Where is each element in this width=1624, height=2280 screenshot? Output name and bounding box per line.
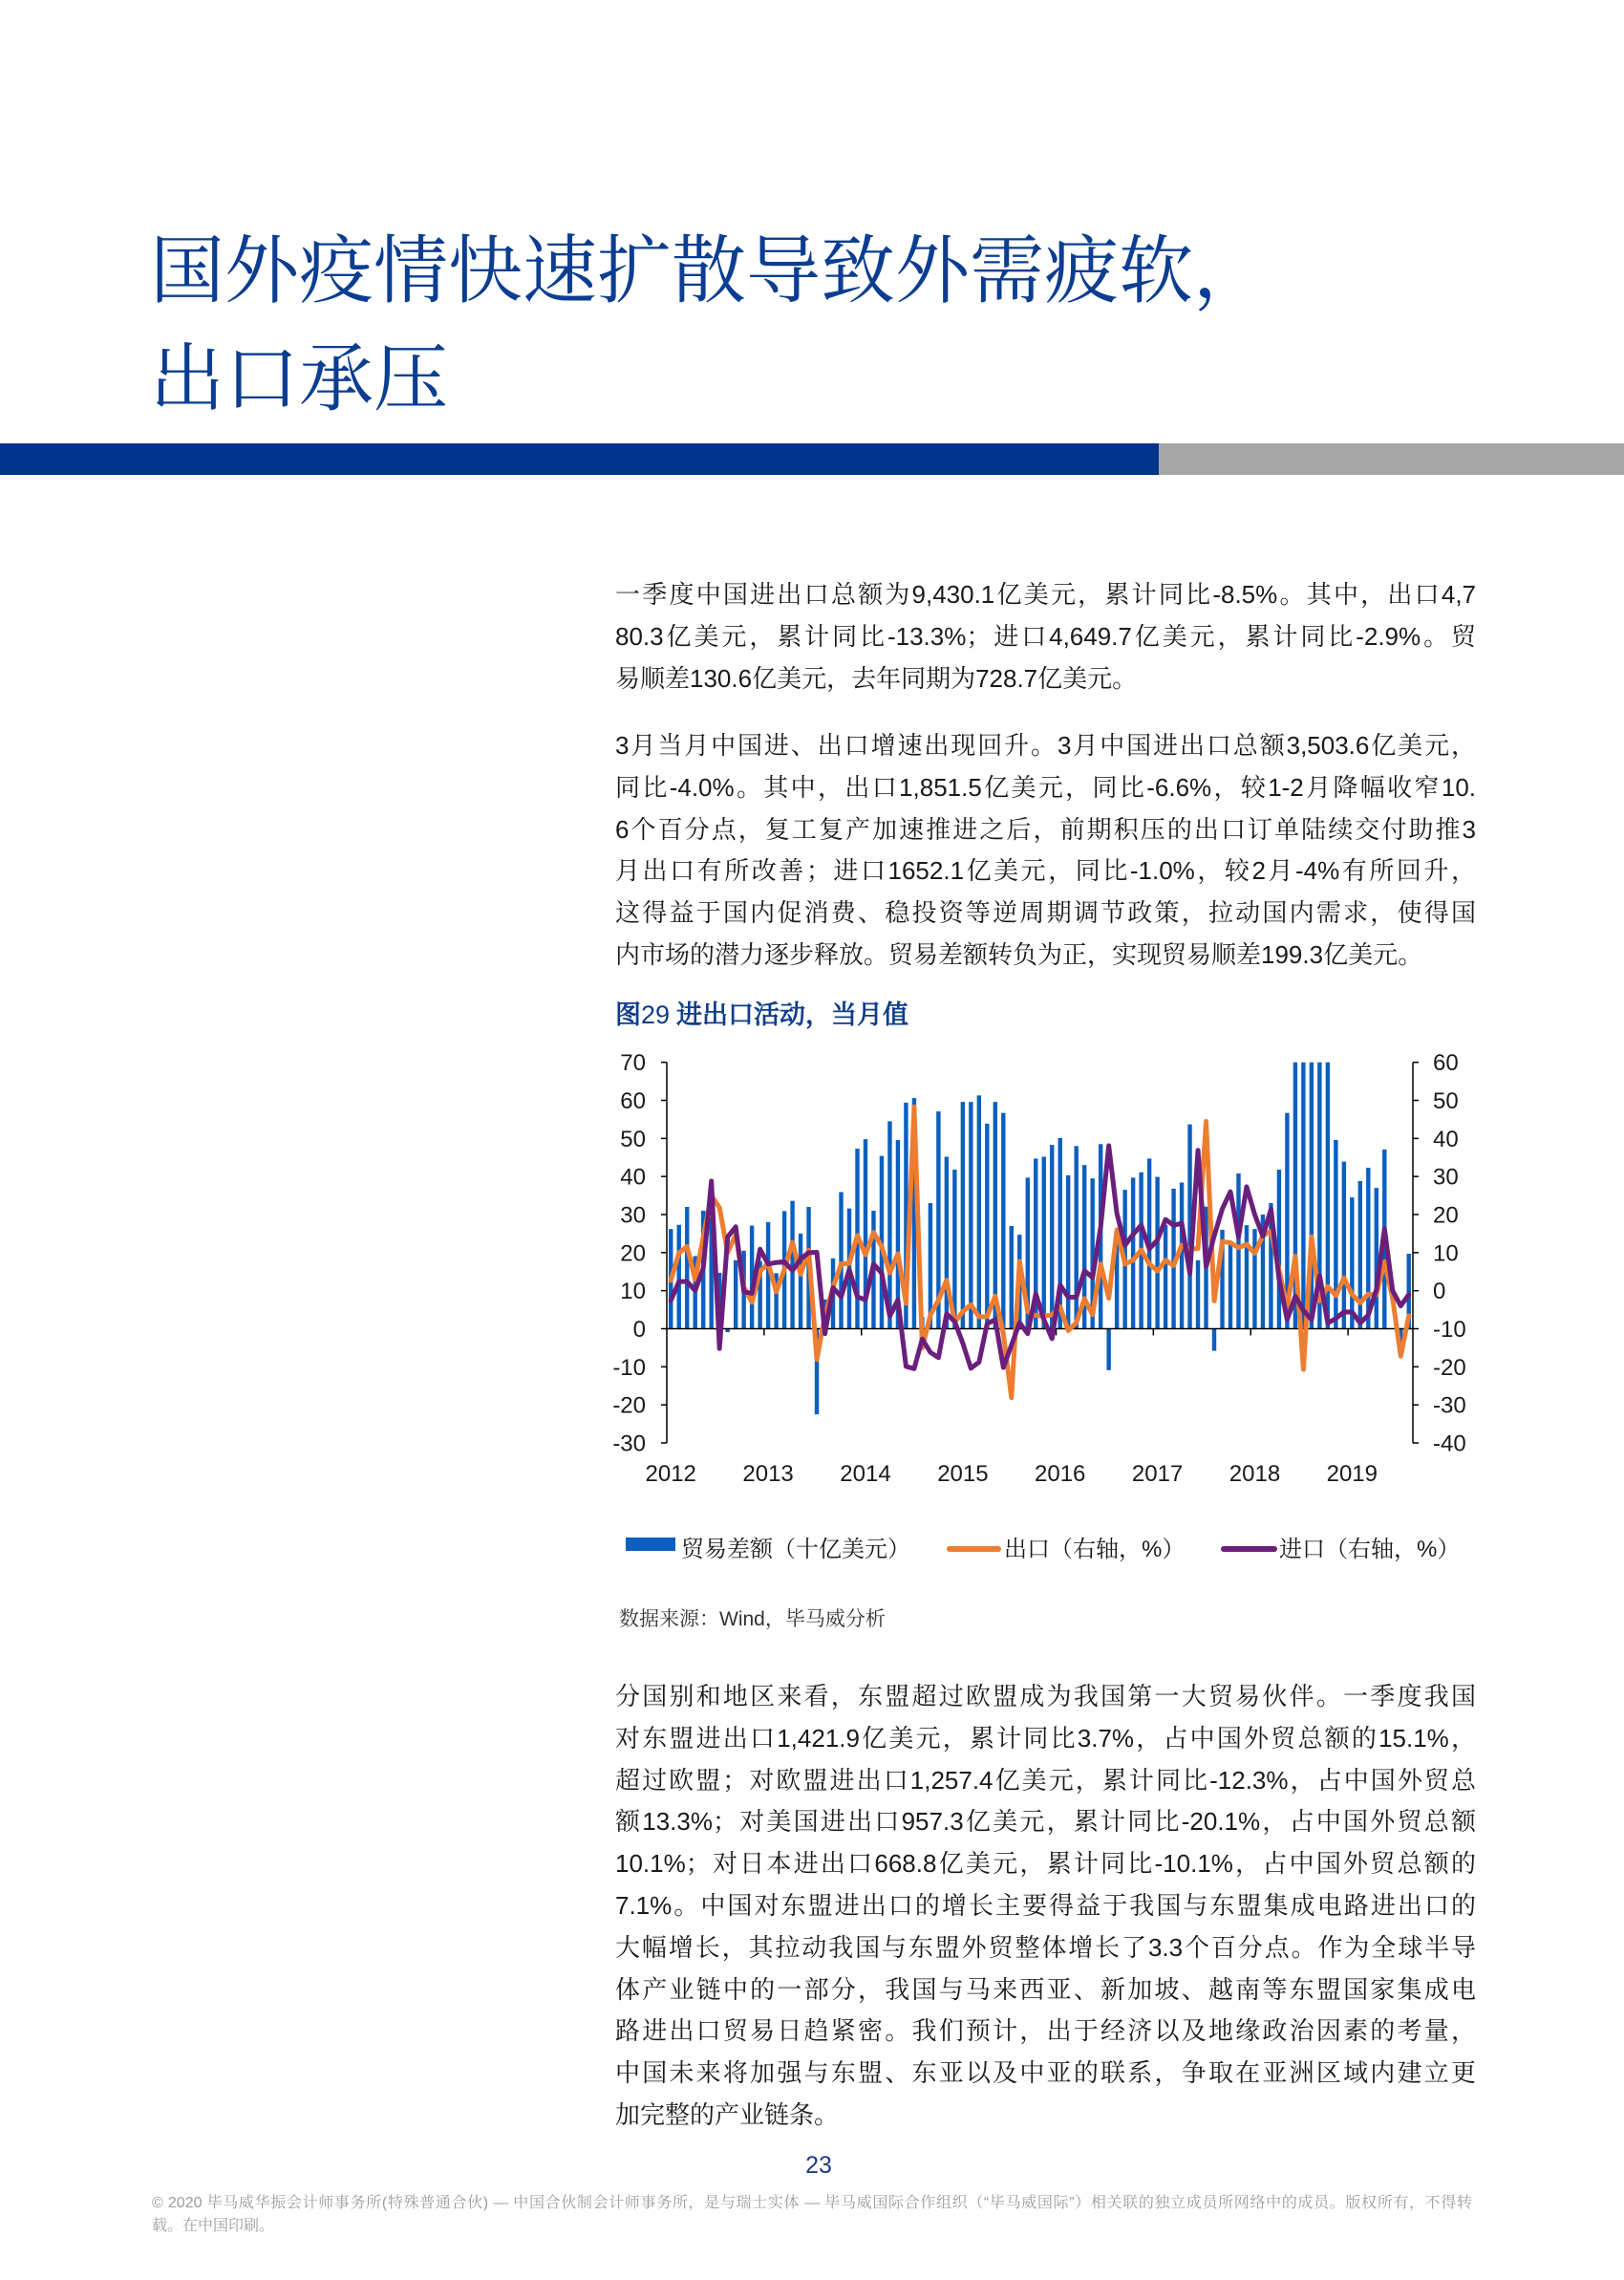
bar-2018-06: [1236, 1173, 1240, 1329]
paragraph-line: 3月当月中国进、出口增速出现回升。3月中国进出口总额3,503.6亿美元，: [615, 731, 1476, 760]
paragraph-q1-trade-summary: [615, 574, 1476, 699]
exports-yoy-line: [671, 1107, 1409, 1397]
x-axis-label: 2013: [742, 1461, 794, 1487]
bar-2019-08: [1350, 1197, 1354, 1328]
bar-2018-08: [1252, 1229, 1256, 1328]
bar-2017-09: [1164, 1225, 1167, 1329]
paragraph-regional-trade: [615, 1676, 1476, 2137]
x-axis-label: 2012: [645, 1461, 696, 1487]
bar-2018-07: [1245, 1225, 1249, 1328]
header-band-blue: [0, 443, 1159, 475]
x-axis-label: 2015: [937, 1461, 989, 1487]
page-number: 23: [805, 2152, 832, 2179]
right-axis-label: 20: [1433, 1202, 1459, 1229]
paragraph-line: 体产业链中的一部分，我国与马来西亚、新加坡、越南等东盟国家集成电: [615, 1974, 1476, 2004]
figure-title: [615, 998, 908, 1032]
paragraph-line: 中国未来将加强与东盟、东亚以及中亚的联系，争取在亚洲区域内建立更: [615, 2058, 1476, 2088]
right-axis-label: -40: [1433, 1430, 1466, 1457]
paragraph-line: 路进出口贸易日趋紧密。我们预计，出于经济以及地缘政治因素的考量，: [615, 2016, 1476, 2046]
bar-2015-09: [969, 1102, 972, 1328]
bar-2015-10: [977, 1095, 981, 1328]
paragraph-line: 6个百分点，复工复产加速推进之后，前期积压的出口订单陆续交付助推3: [615, 814, 1476, 844]
page-title-line-1: 国外疫情快速扩散导致外需疲软，: [150, 228, 1269, 312]
x-axis-label: 2016: [1035, 1461, 1086, 1487]
paragraph-line: 同比-4.0%。其中，出口1,851.5亿美元，同比-6.6%，较1-2月降幅收窄10.: [615, 772, 1476, 802]
x-axis-label: 2019: [1326, 1461, 1378, 1487]
copyright-footer: [152, 2192, 1472, 2238]
bar-2012-10: [685, 1207, 689, 1328]
bar-2016-02: [1010, 1226, 1014, 1329]
bar-2015-06: [945, 1156, 949, 1328]
imports-yoy-line: [671, 1146, 1409, 1368]
paragraph-line: 超过欧盟；对欧盟进出口1,257.4亿美元，累计同比-12.3%，占中国外贸总: [615, 1765, 1476, 1795]
left-axis-label: 50: [620, 1126, 646, 1152]
paragraph-line: 大幅增长，其拉动我国与东盟外贸整体增长了3.3个百分点。作为全球半导: [615, 1932, 1476, 1962]
bar-2013-04: [734, 1260, 737, 1329]
bar-2019-07: [1342, 1162, 1346, 1329]
bar-2019-11: [1375, 1188, 1378, 1328]
paragraph-line: 额13.3%；对美国进出口957.3亿美元，累计同比-20.1%，占中国外贸总额: [615, 1807, 1476, 1837]
trade-activity-chart: [573, 1042, 1509, 1500]
right-axis-label: 40: [1433, 1126, 1459, 1152]
bar-2019-09: [1358, 1181, 1362, 1329]
figure-label: 图: [615, 1000, 641, 1029]
x-axis-label: 2018: [1229, 1461, 1281, 1487]
left-axis-label: 40: [620, 1164, 646, 1191]
left-axis-label: 20: [620, 1240, 646, 1267]
legend-exports-line-swatch: [947, 1546, 1001, 1552]
paragraph-line: 对东盟进出口1,421.9亿美元，累计同比3.7%，占中国外贸总额的15.1%，: [615, 1723, 1476, 1753]
left-axis-label: 70: [620, 1050, 646, 1077]
legend-trade-balance-label: 贸易差额（十亿美元）: [681, 1537, 910, 1562]
bar-2018-01: [1196, 1260, 1200, 1329]
bar-2015-08: [961, 1102, 965, 1328]
bar-2019-06: [1334, 1140, 1337, 1329]
right-axis-label: 10: [1433, 1240, 1459, 1267]
left-axis-label: -20: [612, 1392, 646, 1419]
right-axis-label: 50: [1433, 1088, 1459, 1114]
figure-title-text: 进出口活动，当月值: [676, 1000, 909, 1029]
right-axis-label: -30: [1433, 1392, 1466, 1419]
legend-imports-line-swatch: [1221, 1546, 1277, 1552]
bar-2017-08: [1155, 1177, 1159, 1329]
right-axis-label: 0: [1433, 1279, 1446, 1305]
bar-2016-06: [1042, 1156, 1046, 1328]
figure-number: 29: [641, 1000, 671, 1029]
bar-2016-07: [1050, 1145, 1054, 1328]
left-axis-label: 10: [620, 1279, 646, 1305]
bar-2013-12: [799, 1234, 802, 1329]
legend-trade-balance-swatch: [626, 1538, 675, 1551]
right-axis-label: -10: [1433, 1317, 1466, 1343]
paragraph-line: 80.3亿美元，累计同比-13.3%；进口4,649.7亿美元，累计同比-2.9%。贸: [615, 621, 1476, 651]
paragraph-march-trade: [615, 725, 1476, 977]
x-axis-label: 2014: [840, 1461, 891, 1487]
paragraph-line: 分国别和地区来看，东盟超过欧盟成为我国第一大贸易伙伴。一季度我国: [615, 1682, 1476, 1710]
paragraph-line: 加完整的产业链条。: [615, 2099, 840, 2129]
right-axis-label: -20: [1433, 1354, 1466, 1381]
figure-source: 数据来源：Wind，毕马威分析: [619, 1608, 886, 1630]
bar-2016-01: [1001, 1113, 1005, 1329]
bar-2016-09: [1066, 1175, 1070, 1329]
bar-2014-05: [839, 1193, 843, 1329]
right-axis-label: 30: [1433, 1164, 1459, 1191]
bar-2015-11: [985, 1124, 989, 1329]
left-axis-label: -30: [612, 1430, 646, 1457]
bar-2019-02: [1301, 1063, 1305, 1329]
paragraph-line: 一季度中国进出口总额为9,430.1亿美元，累计同比-8.5%。其中，出口4,7: [615, 580, 1476, 609]
bar-2017-05: [1131, 1177, 1135, 1328]
paragraph-line: 月出口有所改善；进口1652.1亿美元，同比-1.0%，较2月-4%有所回升，: [615, 856, 1476, 886]
paragraph-line: 7.1%。中国对东盟进出口的增长主要得益于我国与东盟集成电路进出口的: [615, 1890, 1476, 1920]
yoy-lines: [671, 1107, 1409, 1397]
bar-2016-10: [1074, 1146, 1078, 1328]
left-axis-label: 60: [620, 1088, 646, 1114]
bar-2017-11: [1180, 1183, 1184, 1329]
bar-2012-09: [677, 1225, 681, 1329]
footer-line: © 2020 毕马威华振会计师事务所(特殊普通合伙) — 中国合伙制会计师事务所，是与瑞士实体 — 毕马威国际合作组织（“毕马威国际”）相关联的独立成员所网络中的成员。版权所有，不得转: [152, 2195, 1472, 2211]
bar-2018-05: [1229, 1241, 1232, 1329]
footer-line: 载。在中国印刷。: [152, 2218, 275, 2234]
x-axis-label: 2017: [1131, 1461, 1184, 1487]
left-axis-label: 0: [632, 1317, 646, 1343]
header-band-gray: [1159, 443, 1624, 475]
right-axis-label: 60: [1433, 1050, 1459, 1077]
paragraph-line: 10.1%；对日本进出口668.8亿美元，累计同比-10.1%，占中国外贸总额的: [615, 1849, 1476, 1879]
legend-imports-label: 进口（右轴，%）: [1279, 1537, 1461, 1562]
legend-exports-label: 出口（右轴，%）: [1004, 1537, 1186, 1562]
paragraph-line: 内市场的潜力逐步释放。贸易差额转负为正，实现贸易顺差199.3亿美元。: [615, 939, 1423, 969]
page-title-line-2: 出口承压: [150, 336, 449, 420]
bar-2018-03: [1212, 1329, 1216, 1351]
trade-balance-bars: [669, 1063, 1411, 1414]
left-axis-label: -10: [612, 1354, 646, 1381]
paragraph-line: 这得益于国内促消费、稳投资等逆周期调节政策，拉动国内需求，使得国: [615, 898, 1476, 928]
left-axis-label: 30: [620, 1202, 646, 1229]
paragraph-line: 易顺差130.6亿美元，去年同期为728.7亿美元。: [615, 663, 1138, 693]
bar-2017-02: [1106, 1329, 1110, 1370]
